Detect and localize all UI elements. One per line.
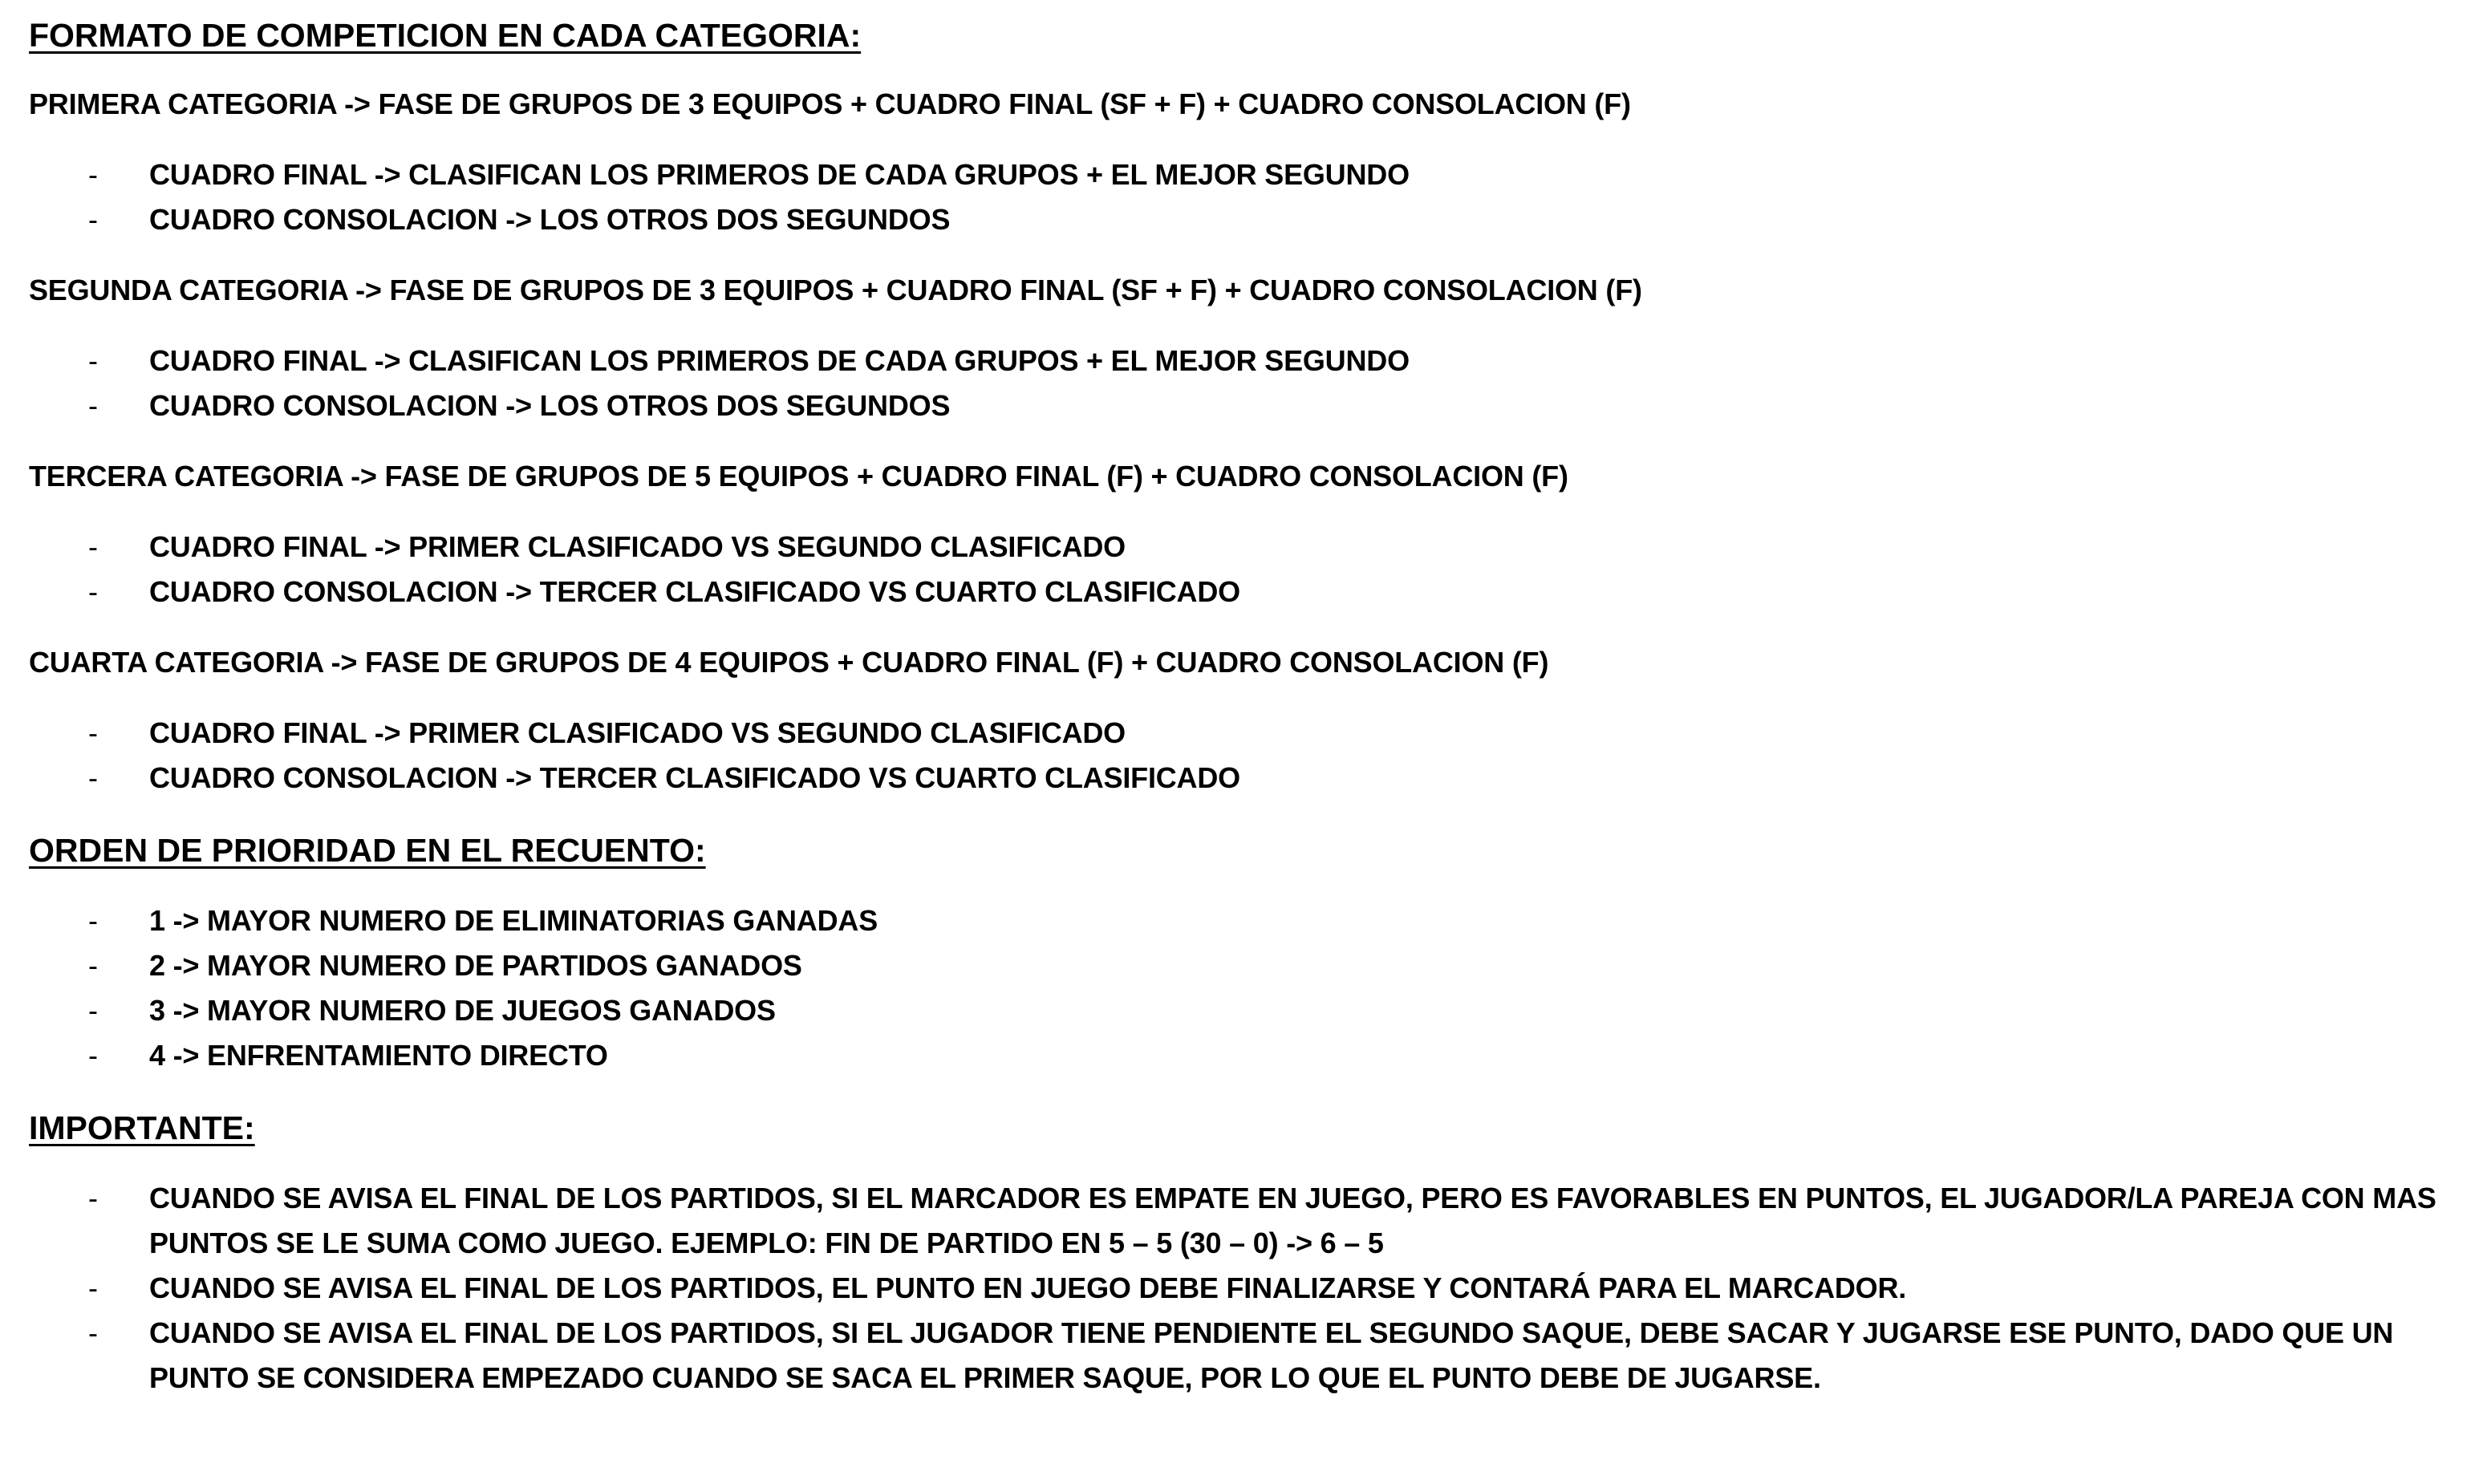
important-list [29,1176,2468,1401]
dash-marker: - [88,389,98,422]
priority-heading: ORDEN DE PRIORIDAD EN EL RECUENTO: [29,832,706,869]
category-primera-line: PRIMERA CATEGORIA -> FASE DE GRUPOS DE 3 EQUIPOS + CUADRO FINAL (SF + F) + CUADRO CONSOLACION (F) [29,87,1631,120]
list-item [29,711,2468,756]
dash-marker: - [88,1271,98,1304]
list-item [29,988,2468,1033]
category-segunda-line: SEGUNDA CATEGORIA -> FASE DE GRUPOS DE 3 EQUIPOS + CUADRO FINAL (SF + F) + CUADRO CONSOLACION (F) [29,274,1642,306]
list-item-text: 2 -> MAYOR NUMERO DE PARTIDOS GANADOS [149,949,802,982]
dash-marker: - [88,1039,98,1072]
list-item-text: 3 -> MAYOR NUMERO DE JUEGOS GANADOS [149,994,776,1027]
list-item [29,1176,2468,1266]
priority-list [29,898,2468,1078]
list-item-text: CUANDO SE AVISA EL FINAL DE LOS PARTIDOS, EL PUNTO EN JUEGO DEBE FINALIZARSE Y CONTARÁ PARA EL MARCADOR. [149,1271,1907,1304]
dash-marker: - [88,761,98,794]
list-item [29,570,2468,614]
dash-marker: - [88,530,98,563]
list-item-text: CUANDO SE AVISA EL FINAL DE LOS PARTIDOS, SI EL JUGADOR TIENE PENDIENTE EL SEGUNDO SAQUE, DEBE SACAR Y JUGARSE ESE PUNTO, DADO QUE UN PUNTO SE CONSIDERA EMPEZADO CUANDO SE SACA EL PRIMER SAQUE, POR LO QUE EL PUNTO DEBE DE JUGARSE. [149,1316,2394,1394]
list-item [29,383,2468,428]
list-item-text: 1 -> MAYOR NUMERO DE ELIMINATORIAS GANADAS [149,904,878,937]
dash-marker: - [88,994,98,1027]
dash-marker: - [88,949,98,982]
important-heading: IMPORTANTE: [29,1109,255,1146]
list-item-text: CUADRO CONSOLACION -> LOS OTROS DOS SEGUNDOS [149,389,951,422]
list-item-text: CUADRO CONSOLACION -> TERCER CLASIFICADO VS CUARTO CLASIFICADO [149,761,1240,794]
category-primera-list [29,152,2468,242]
list-item [29,339,2468,383]
dash-marker: - [88,904,98,937]
dash-marker: - [88,203,98,236]
list-item-text: CUADRO FINAL -> CLASIFICAN LOS PRIMEROS DE CADA GRUPOS + EL MEJOR SEGUNDO [149,158,1410,191]
list-item-text: CUADRO CONSOLACION -> LOS OTROS DOS SEGUNDOS [149,203,951,236]
list-item [29,1266,2468,1311]
list-item [29,1033,2468,1078]
category-cuarta-line: CUARTA CATEGORIA -> FASE DE GRUPOS DE 4 EQUIPOS + CUADRO FINAL (F) + CUADRO CONSOLACION (F) [29,646,1549,679]
dash-marker: - [88,158,98,191]
list-item [29,197,2468,242]
dash-marker: - [88,575,98,608]
list-item [29,525,2468,570]
list-item [29,756,2468,801]
format-heading: FORMATO DE COMPETICION EN CADA CATEGORIA: [29,17,862,54]
list-item-text: 4 -> ENFRENTAMIENTO DIRECTO [149,1039,608,1072]
list-item [29,943,2468,988]
category-tercera-list [29,525,2468,614]
list-item-text: CUADRO FINAL -> PRIMER CLASIFICADO VS SEGUNDO CLASIFICADO [149,530,1126,563]
dash-marker: - [88,716,98,749]
list-item-text: CUADRO FINAL -> PRIMER CLASIFICADO VS SEGUNDO CLASIFICADO [149,716,1126,749]
dash-marker: - [88,344,98,377]
category-cuarta-list [29,711,2468,801]
dash-marker: - [88,1182,98,1214]
dash-marker: - [88,1316,98,1349]
document-page [29,13,2468,1401]
list-item [29,1311,2468,1401]
category-segunda-list [29,339,2468,428]
category-tercera-line: TERCERA CATEGORIA -> FASE DE GRUPOS DE 5 EQUIPOS + CUADRO FINAL (F) + CUADRO CONSOLACION (F) [29,460,1568,493]
list-item-text: CUANDO SE AVISA EL FINAL DE LOS PARTIDOS, SI EL MARCADOR ES EMPATE EN JUEGO, PERO ES FAVORABLES EN PUNTOS, EL JUGADOR/LA PAREJA CON MAS PUNTOS SE LE SUMA COMO JUEGO. EJEMPLO: FIN DE PARTIDO EN 5 – 5 (30 – 0) -> 6 – 5 [149,1182,2436,1259]
list-item-text: CUADRO CONSOLACION -> TERCER CLASIFICADO VS CUARTO CLASIFICADO [149,575,1240,608]
list-item [29,152,2468,197]
list-item-text: CUADRO FINAL -> CLASIFICAN LOS PRIMEROS DE CADA GRUPOS + EL MEJOR SEGUNDO [149,344,1410,377]
list-item [29,898,2468,943]
